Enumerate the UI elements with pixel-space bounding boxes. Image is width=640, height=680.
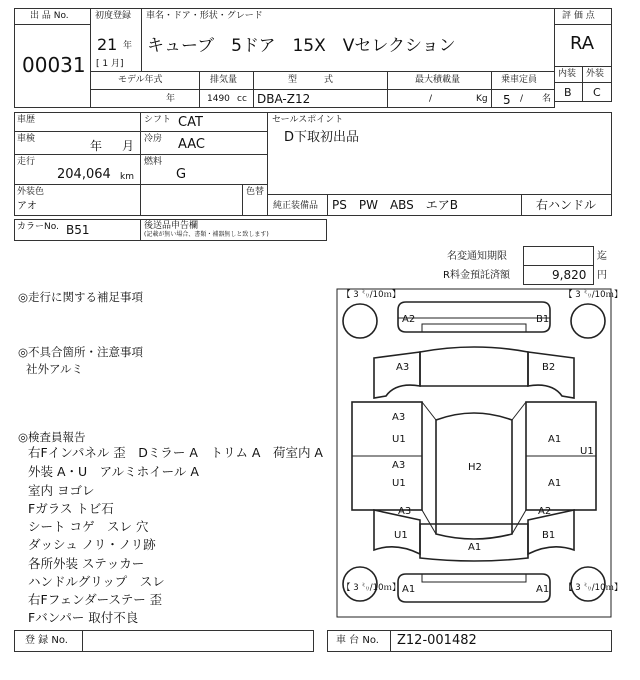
shift-label: シフト (144, 115, 172, 125)
mark-front-door-left-2: U1 (392, 434, 406, 445)
mileage-label: 走行 (17, 157, 36, 167)
mark-front-door-left-1: A3 (392, 412, 406, 423)
chassis-no: Z12-001482 (397, 633, 477, 648)
type-label: 型 式 (288, 75, 334, 85)
capacity-sep: / (520, 94, 524, 104)
mark-rear-bumper-right: A1 (536, 584, 550, 595)
mark-front-bumper-left: A2 (402, 314, 416, 325)
color-no: B51 (66, 223, 90, 237)
history-label: 車歴 (17, 115, 36, 125)
exterior-label: 外装 (586, 69, 605, 79)
inspector-line: ダッシュ ノリ・ノリ跡 (28, 537, 156, 552)
mark-rear-door-left-1: A3 (392, 460, 406, 471)
ac-label: 冷房 (144, 134, 163, 144)
eval-score: RA (570, 33, 595, 54)
defects-title: ◎不具合箇所・注意事項 (18, 345, 144, 359)
chassis-label: 車 台 No. (336, 635, 379, 646)
mark-quarter-left-1: A3 (398, 506, 412, 517)
repaint-label: 色替 (246, 187, 265, 197)
car-condition-diagram (336, 288, 623, 618)
reg-no-label-divider (82, 630, 83, 652)
color-value: アオ (17, 201, 37, 212)
mileage-value: 204,064 (57, 167, 111, 182)
details-equip-col-1 (327, 194, 328, 216)
sales-point: D下取初出品 (284, 130, 360, 145)
first-reg-year-unit: 年 (123, 41, 133, 51)
shaken-month-unit: 月 (122, 139, 135, 153)
max-load-unit: Kg (476, 94, 488, 104)
first-reg-label: 初度登録 (95, 11, 132, 21)
mark-quarter-left-2: U1 (394, 530, 408, 541)
tire-label: 【 3 ㍉/10ｍ】 (564, 583, 623, 593)
capacity-value: 5 (503, 93, 511, 107)
mark-fender-right: B2 (542, 362, 556, 373)
equipment-label: 純正装備品 (273, 201, 319, 211)
eval-label: 評 価 点 (562, 11, 595, 21)
eval-divider (554, 24, 612, 25)
details-col-b (267, 112, 268, 216)
model-year-label: モデル年式 (118, 75, 163, 85)
front-bumper-shape (398, 302, 550, 332)
tire-label: 【 3 ㍉/10ｍ】 (342, 583, 401, 593)
steering-value: 右ハンドル (536, 198, 597, 212)
spec-row-line (90, 89, 555, 90)
sales-point-label: セールスポイント (272, 115, 344, 125)
equipment-value: PS PW ABS エアB (332, 198, 459, 212)
inspector-line: Fバンパー 取付不良 (28, 610, 139, 625)
displacement-label: 排気量 (210, 75, 238, 85)
details-equip-col-2 (521, 194, 522, 216)
first-reg-month: [ 1 月] (96, 59, 124, 69)
capacity-label: 乗車定員 (501, 75, 538, 85)
chassis-label-divider (390, 630, 391, 652)
recycle-label: R料金預託済額 (443, 270, 510, 281)
name-change-label: 名変通知期限 (447, 251, 507, 262)
spec-col-4 (491, 71, 492, 108)
mark-roof: H2 (468, 462, 482, 473)
max-load-sep: / (429, 94, 433, 104)
interior-label: 内装 (558, 69, 577, 79)
inspector-line: 室内 ヨゴレ (28, 483, 95, 498)
inspector-line: 右Fフェンダーステー 歪 (28, 592, 163, 607)
shift-value: CAT (178, 115, 203, 130)
max-load-label: 最大積載量 (415, 75, 461, 85)
fuel-value: G (176, 167, 187, 182)
capacity-unit: 名 (542, 94, 552, 104)
grade-grid-mid (582, 66, 583, 102)
type-value: DBA-Z12 (257, 92, 311, 106)
model-year-unit: 年 (166, 94, 176, 104)
inspector-title: ◎検査員報告 (18, 430, 86, 444)
diagram-frame (337, 289, 611, 617)
grade-grid-row (554, 82, 612, 83)
mark-quarter-right-1: A2 (538, 506, 552, 517)
mark-rear-door-left-2: U1 (392, 478, 406, 489)
mark-front-door-right: A1 (548, 434, 562, 445)
driving-title: ◎走行に関する補足事項 (18, 290, 144, 304)
details-row-4 (267, 194, 612, 195)
tire-label: 【 3 ㍉/10ｍ】 (564, 290, 623, 300)
interior-grade: B (564, 86, 572, 99)
spec-col-3 (387, 71, 388, 108)
details-row-3 (14, 184, 268, 185)
details-row-1 (14, 131, 268, 132)
mark-side-right: U1 (580, 446, 594, 457)
mark-rear-bumper-left: A1 (402, 584, 416, 595)
shaken-year-unit: 年 (90, 139, 103, 153)
rear-bumper-shape (398, 574, 550, 602)
inspector-line: シート コゲ スレ 穴 (28, 519, 149, 534)
name-change-unit: 迄 (597, 251, 607, 262)
color-label: 外装色 (17, 187, 45, 197)
inspector-line: 各所外装 ステッカー (28, 556, 145, 571)
docs-label: 後送品申告欄 (144, 221, 199, 231)
car-name-label: 車名・ドア・形状・グレード (146, 11, 263, 21)
reg-no-label: 登 録 No. (25, 635, 68, 646)
fuel-label: 燃料 (144, 157, 163, 167)
mark-quarter-right-2: B1 (542, 530, 556, 541)
tire-label: 【 3 ㍉/10ｍ】 (342, 290, 401, 300)
mark-fender-left: A3 (396, 362, 410, 373)
ac-value: AAC (178, 137, 205, 152)
fender-left-shape (374, 352, 420, 398)
hood-shape (420, 347, 528, 386)
details-colorbar-col (242, 184, 243, 216)
defects-line: 社外アルミ (26, 362, 84, 376)
details-row-2 (14, 154, 268, 155)
tire-front-left-icon (343, 304, 377, 338)
mark-rear-door-right: A1 (548, 478, 562, 489)
spec-col-2 (253, 71, 254, 108)
lot-no: 00031 (22, 53, 86, 77)
inspector-line: Fガラス トビ石 (28, 501, 114, 516)
car-name: キューブ 5ドア 15X Vセレクション (147, 36, 456, 56)
inspector-line: ハンドルグリップ スレ (28, 574, 165, 589)
lot-no-label: 出 品 No. (30, 11, 69, 21)
exterior-grade: C (593, 86, 601, 99)
roof-shape (436, 413, 512, 539)
inspector-line: 右Fインパネル 歪 Dミラー A トリム A 荷室内 A (28, 445, 323, 460)
name-change-box (523, 246, 594, 266)
mark-back-door: A1 (468, 542, 482, 553)
first-reg-year: 21 (97, 35, 118, 54)
mark-front-bumper-right: B1 (536, 314, 550, 325)
shaken-label: 車検 (17, 134, 36, 144)
recycle-value: 9,820 (552, 268, 587, 282)
recycle-unit: 円 (597, 270, 607, 281)
inspector-line: 外装 A・U アルミホイール A (28, 464, 199, 479)
docs-note: (記載が無い場合、書類・補器無しと致します) (144, 231, 269, 238)
displacement-unit: cc (237, 94, 247, 104)
spec-col-1 (199, 71, 200, 108)
color-no-label: カラーNo. (17, 222, 59, 232)
tire-front-right-icon (571, 304, 605, 338)
displacement: 1490 (207, 94, 230, 104)
details-col-a (140, 112, 141, 216)
mileage-unit: km (120, 172, 134, 182)
fender-right-shape (528, 352, 574, 398)
